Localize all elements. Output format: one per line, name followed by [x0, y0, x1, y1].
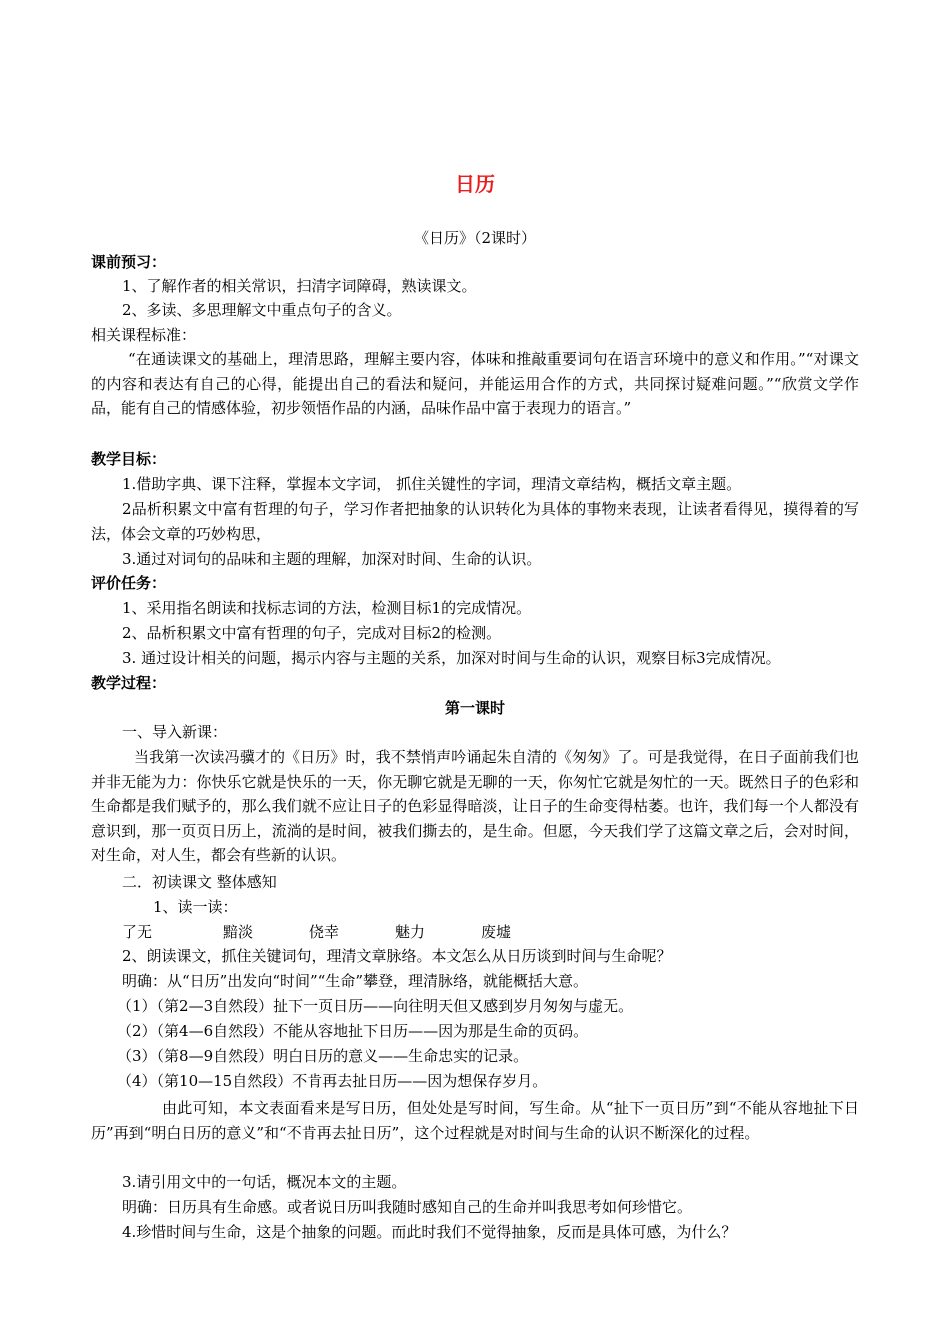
outline-item: （4）（第10—15自然段）不肯再去扯日历——因为想保存岁月。 — [117, 1072, 548, 1090]
question-4: 4.珍惜时间与生命，这是个抽象的问题。而此时我们不觉得抽象，反而是具体可感，为什么？ — [122, 1223, 737, 1241]
goal-item: 3.通过对词句的品味和主题的理解，加深对时间、生命的认识。 — [122, 550, 542, 568]
assessment-heading: 评价任务： — [91, 574, 167, 592]
process-heading: 教学过程： — [91, 674, 167, 692]
assessment-item: 3. 通过设计相关的问题，揭示内容与主题的关系，加深对时间与生命的认识，观察目标3完成情况。 — [122, 649, 781, 667]
vocabulary-word: 了无 — [122, 923, 153, 941]
goal-item: 2品析积累文中富有哲理的句子，学习作者把抽象的认识转化为具体的事物来表现，让读者看得见，摸得着的写法，体会文章的巧妙构思， — [91, 500, 859, 543]
standards-heading: 相关课程标准： — [91, 326, 197, 344]
question-2: 2、朗读课文，抓住关键词句，理清文章脉络。本文怎么从日历谈到时间与生命呢？ — [122, 947, 672, 965]
goals-heading: 教学目标： — [91, 450, 167, 468]
vocabulary-word: 侥幸 — [309, 923, 340, 941]
outline-item: （2）（第4—6自然段）不能从容地扯下日历——因为那是生命的页码。 — [117, 1022, 589, 1040]
preview-heading: 课前预习： — [91, 253, 167, 271]
goal-item: 1.借助字典、课下注释，掌握本文字词， 抓住关键性的字词，理清文章结构，概括文章主题。 — [122, 475, 742, 493]
assessment-item: 1、采用指名朗读和找标志词的方法，检测目标1的完成情况。 — [122, 599, 532, 617]
intro-heading: 一、导入新课： — [122, 723, 228, 741]
lesson-heading: 第一课时 — [444, 699, 505, 717]
vocabulary-word: 魅力 — [395, 923, 426, 941]
outline-item: （1）（第2—3自然段）扯下一页日历——向往明天但又感到岁月匆匆与虚无。 — [117, 997, 634, 1015]
intro-text: 当我第一次读冯骥才的《日历》时，我不禁悄声吟诵起朱自清的《匆匆》了。可是我觉得，在日子面前我们也并非无能为力：你快乐它就是快乐的一天，你无聊它就是无聊的一天，你匆忙它就是匆忙的一天。既然日子的色彩和生命都是我们赋予的，那么我们就不应让日子的色彩显得暗淡，让日子的生命变得枯萎。也许，我们每一个人都没有意识到，那一页页日历上，流淌的是时间，被我们撕去的，是生命。但愿，今天我们学了这篇文章之后，会对时间，对生命，对人生，都会有些新的认识。 — [91, 748, 859, 864]
outline-item: （3）（第8—9自然段）明白日历的意义——生命忠实的记录。 — [117, 1047, 529, 1065]
read-heading: 二．初读课文 整体感知 — [122, 873, 277, 891]
answer-3: 明确：日历具有生命感。或者说日历叫我随时感知自己的生命并叫我思考如何珍惜它。 — [122, 1198, 693, 1216]
vocabulary-word: 黯淡 — [223, 923, 254, 941]
standards-text: “在通读课文的基础上，理清思路，理解主要内容，体味和推敲重要词句在语言环境中的意义和作用。”“对课文的内容和表达有自己的心得，能提出自己的看法和疑问，并能运用合作的方式，共同探讨疑难问题。”“欣赏文学作品，能有自己的情感体验，初步领悟作品的内涵，品味作品中富于表现力的语言。” — [91, 350, 859, 417]
vocabulary-word: 废墟 — [481, 923, 512, 941]
preview-item: 2、多读、多思理解文中重点句子的含义。 — [122, 301, 402, 319]
document-title: 日历 — [455, 172, 495, 196]
assessment-item: 2、品析积累文中富有哲理的句子，完成对目标2的检测。 — [122, 624, 502, 642]
answer-2: 明确：从“日历”出发向“时间”“生命”攀登，理清脉络，就能概括大意。 — [122, 972, 589, 990]
summary-text: 由此可知，本文表面看来是写日历，但处处是写时间，写生命。从“扯下一页日历”到“不能从容地扯下日历”再到“明白日历的意义”和“不肯再去扯日历”，这个过程就是对时间与生命的认识不断深化的过程。 — [91, 1099, 859, 1142]
preview-item: 1、了解作者的相关常识，扫清字词障碍，熟读课文。 — [122, 277, 477, 295]
document-subtitle: 《日历》（2课时） — [413, 229, 537, 247]
read-subheading: 1、读一读： — [153, 898, 238, 916]
question-3: 3.请引用文中的一句话，概况本文的主题。 — [122, 1173, 407, 1191]
vocabulary-list — [122, 922, 511, 942]
